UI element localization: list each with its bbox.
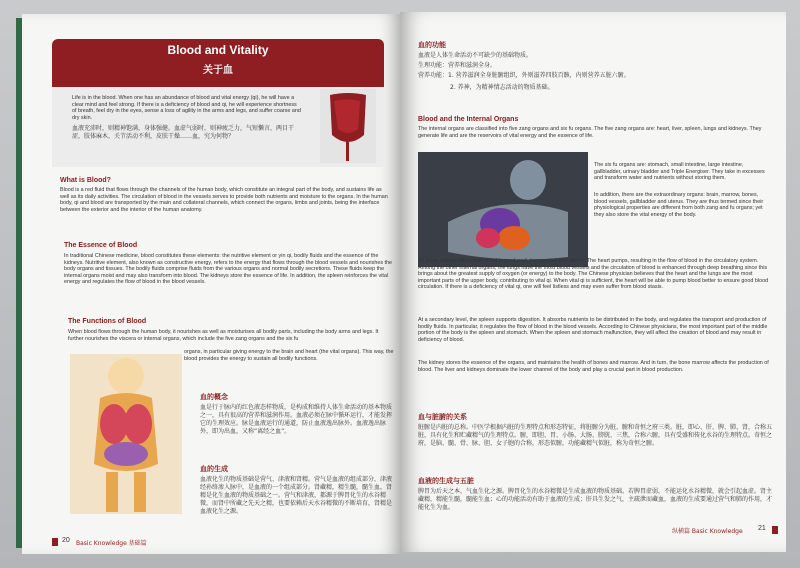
intro-english: Life is in the blood. When one has an abundance of blood and vital energy (qi), he will have a clear mind and feel strong. If there is a deficiency of blood and qi, he will experience shortness of breath, feel dry in the eyes, sense a loss of agility in the arms and legs, and suffer coarse and dry skin. — [72, 95, 301, 121]
footer-label-right: 纵横篇 Basic Knowledge — [672, 528, 743, 535]
footer-marker — [52, 538, 58, 546]
blood-function-intro: 血液是人体生命活动不可缺少的基础物质。 — [418, 52, 533, 59]
concept-text: 血是行于脉内的红色液态样物质，是构成和维持人体生命活动的基本物质之一，具有很高的营养和滋润作用。血液必须在脉中循环运行，才能发挥它的生理效应。脉是血液运行的通道，防止血液逸出脉外。血液逸出脉外，即为出血，又称“离经之血”。 — [200, 404, 393, 435]
blood-function-item-2: 2. 养神，为精神情志活动的物质基础。 — [450, 84, 554, 91]
anatomy-illustration — [70, 354, 182, 514]
concept-heading: 血的概念 — [200, 393, 228, 401]
glass-body-image — [418, 152, 588, 267]
organs-blood-flow-text: All these organs affect how blood is produced, transported and stored. The heart pumps, resulting in the flow of blood in the circulatory system. Among the other internal organs, the lungs have the most blood vessels and the circulation of blood is enhanced through deep breathing since this brings about the greatest supply of oxygen (or energy) to the body. The Chinese physician believes that the heart and the lungs are the most important parts of the upper body, contributing to vital qi. When vital qi is sufficient, the heart will be able to pump blood better to ensure good blood circulation. If there is a deficiency of vital qi, one will feel listless and may even suffer from blood stasis. — [418, 258, 769, 291]
internal-organs-text: The internal organs are classified into five zang organs and six fu organs. The five zang organs are: heart, liver, spleen, lungs and kidneys. They generate life and are the reservoirs of vital energy and the essence of life. — [418, 126, 762, 139]
blood-generation-text: 脾胃为后天之本，气血生化之源。脾胃化生的水谷精微是生成血液的物质基础。若脾胃虚弱，不能运化水谷精微，就会引起血虚。肾主藏精，精能生髓，髓能生血；心的功能活动有助于血液的生成；肝具生发之气，主疏泄而藏血，血液的生成要通过营气和肺的作用，才能化生为血。 — [418, 488, 773, 511]
functions-text-2: organs, in particular giving energy to the brain and heart (the vital organs). This way, the blood provides the energy to sustain all bodily functions. — [184, 349, 394, 362]
footer-marker-right — [772, 526, 778, 534]
blood-function-item-1: 营养功能：1. 营养滋润全身脏腑组织，外则滋养四肢百骸，内则营养五脏六腑。 — [418, 72, 630, 79]
functions-text-1: When blood flows through the human body, it nourishes as well as moisturises all bodily parts, including the body arms and legs. It further nourishes the viscera or internal organs, which include the five zang organs and the six fu — [68, 329, 379, 342]
page-number-right: 21 — [758, 525, 766, 532]
intro-chinese: 血液充沛时，则精神饱满，身体强健。血虚气弱时，则神疲乏力，气短懒言，两目干涩，肢体麻木，关节活动不利，皮肤干燥……血，究为何物？ — [72, 125, 295, 140]
essence-heading: The Essence of Blood — [64, 242, 138, 249]
chapter-subtitle: 关于血 — [203, 65, 233, 76]
page-number-left: 20 — [62, 537, 70, 544]
footer-label-left: Basic Knowledge 基础篇 — [76, 540, 147, 547]
essence-text: In traditional Chinese medicine, blood constitutes these elements: the nutritive element or yin qi, bodily fluids and the essence of the kidneys. Nutritive element, also known as constructive energy, refers to the energy that flows through the blood vessels and nourishes the body organs and tissues. The bodily fluids comprise fluids from the various organs and normal bodily secretions. These fluids keep the internal organs moist and may also transform into blood. The kidneys store the essence of life. In addition, the spleen reinforces the vital energy and regulates the flow of blood in the blood vessels. — [64, 253, 393, 286]
chapter-title: Blood and Vitality — [167, 43, 269, 57]
blood-bag-image — [320, 89, 376, 163]
generation-heading: 血的生成 — [200, 465, 228, 473]
organ-relation-heading: 血与脏腑的关系 — [418, 413, 467, 421]
organ-relation-text: 脏腑是内脏的总称。中医学根据内脏的生理特点和形态特征，将脏腑分为脏、腑和奇恒之府三类。脏，即心、肝、脾、肺、肾，合称五脏，具有化生和贮藏精气的生理特点。腑，即胆、胃、小肠、大肠、膀胱、三焦，合称六腑，具有受盛和传化水谷的生理特点。奇恒之府，是脑、髓、骨、脉、胆、女子胞的合称，形态似腑，功能藏精气似脏，称为奇恒之腑。 — [418, 424, 773, 447]
what-is-blood-text: Blood is a red fluid that flows through the channels of the human body, which constitute an integral part of the body, and sustains life as well as its daily activities. The circulation of blood in the vessels serves to provide both nutrients and moisture to the organs. In the human body, qi and blood are transported by the main and collateral channels, which connect the organs, limbs and joints, being the interface between the exterior and the interior of the human anatomy. — [60, 187, 388, 213]
right-page — [400, 12, 786, 552]
spleen-text: At a secondary level, the spleen supports digestion. It absorbs nutrients to be distributed in the body, and regulates the transport and production of bodily fluids. In particular, it regulates the flow of blood in the blood vessels. According to Chinese physicians, the most important part of the middle portion of the body is the spleen and stomach. When the spleen and stomach malfunction, they will affect the creation of blood and may result in deficiency of blood. — [418, 317, 768, 343]
internal-organs-heading: Blood and the Internal Organs — [418, 116, 519, 123]
blood-function-heading: 血的功能 — [418, 41, 446, 49]
extraordinary-organs-text: In addition, there are the extraordinary organs: brain, marrow, bones, blood vessels, gallbladder and uterus. They are thus termed since their physiological properties are different from both zang and fu organs; yet they also store the vital energy of the body. — [594, 192, 764, 218]
kidney-text: The kidney stores the essence of the organs, and maintains the health of bones and marrow. And in turn, the bone marrow affects the production of blood. The liver and kidneys dominate the lower channel of the body and play a crucial part in blood production. — [418, 360, 769, 373]
blood-generation-heading: 血液的生成与五脏 — [418, 477, 474, 485]
what-is-blood-heading: What is Blood? — [60, 177, 111, 184]
blood-function-line: 生理功能：营养和滋润全身。 — [418, 62, 497, 69]
left-page — [22, 14, 400, 554]
generation-text: 血液化生的物质基础是营气、津液和肾精。营气是血液的组成部分，津液经孙络渗入脉中，是血液的一个组成部分。肾藏精，精生髓，髓生血，肾精是化生血液的物质基础之一。营气和津液，都源于脾胃化生的水谷精微，而肾中所藏之先天之精，也要依赖后天水谷精微的不断培育，肾精是血液化生之源。 — [200, 476, 393, 515]
functions-heading: The Functions of Blood — [68, 318, 147, 325]
intro-box — [52, 87, 384, 167]
chapter-banner — [52, 39, 384, 87]
fu-organs-text: The six fu organs are: stomach, small intestine, large intestine, gallbladder, urinary bladder and Triple Energiser. They take in excesses and transform water and nutrients without storing them. — [594, 162, 765, 182]
